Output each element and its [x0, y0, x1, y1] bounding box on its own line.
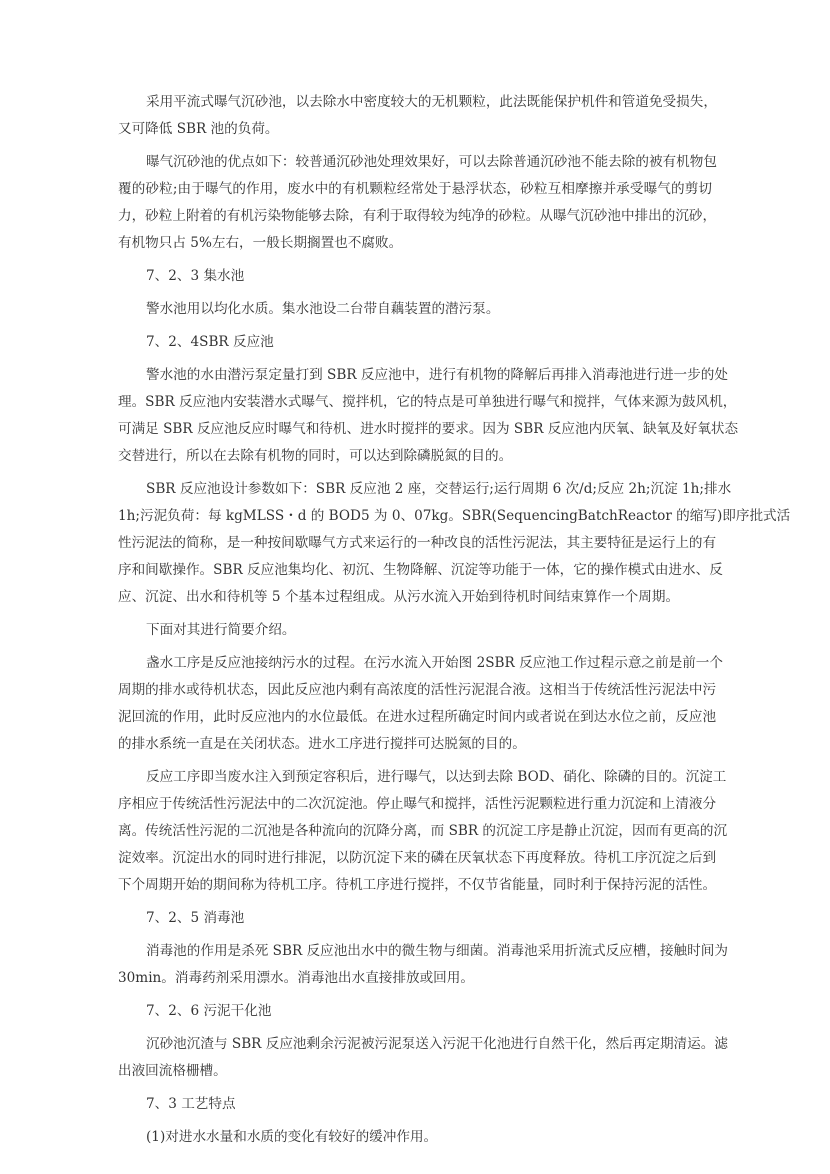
text-line: 应、沉淀、出水和待机等 5 个基本过程组成。从污水流入开始到待机时间结束算作一个周期。: [118, 589, 680, 605]
text-line: 沉砂池沉渣与 SBR 反应池剩余污泥被污泥泵送入污泥干化池进行自然干化，然后再定期清运。滤: [146, 1036, 728, 1052]
paragraph: [118, 1091, 712, 1118]
text-line: 序和间歇操作。SBR 反应池集均化、初沉、生物降解、沉淀等功能于一体，它的操作模式由进水、反: [118, 562, 723, 578]
paragraph: [118, 362, 739, 470]
text-line: 可满足 SBR 反应池反应时曝气和待机、进水时搅拌的要求。因为 SBR 反应池内厌氧、缺氧及好氧状态: [118, 421, 739, 437]
text-line: 7、2、5 消毒池: [146, 910, 245, 926]
paragraph: [118, 296, 712, 323]
text-line: 出液回流格栅槽。: [118, 1063, 227, 1079]
text-line: 有机物只占 5%左右，一般长期搁置也不腐败。: [118, 235, 403, 251]
text-line: 力，砂粒上附着的有机污染物能够去除，有利于取得较为纯净的砂粒。从曝气沉砂池中排出的沉砂，: [118, 208, 717, 224]
text-line: 曝气沉砂池的优点如下：较普通沉砂池处理效果好，可以去除普通沉砂池不能去除的被有机物包: [146, 154, 717, 170]
text-line: 泥回流的作用，此时反应池内的水位最低。在进水过程所确定时间内或者说在到达水位之前，反应池: [118, 709, 717, 725]
text-line: 7、2、3 集水池: [146, 268, 245, 284]
paragraph: [118, 938, 728, 992]
paragraph: [118, 329, 712, 356]
text-line: 7、2、4SBR 反应池: [146, 334, 274, 350]
paragraph: [118, 1031, 728, 1085]
paragraph: [118, 617, 712, 644]
text-line: 性污泥法的简称，是一种按间歇曝气方式来运行的一种改良的活性污泥法，其主要特征是运行上的有: [118, 535, 717, 551]
text-line: 警水池的水由潜污泵定量打到 SBR 反应池中，进行有机物的降解后再排入消毒池进行进一步的处: [146, 367, 728, 383]
text-line: 1h;污泥负荷：每 kgMLSS・d 的 BOD5 为 0、07kg。SBR(SequencingBatchReactor 的缩写)即序批式活: [118, 508, 791, 524]
text-line: 警水池用以均化水质。集水池设二台带自藕装置的潜污泵。: [146, 301, 500, 317]
text-line: 离。传统活性污泥的二沉池是各种流向的沉降分离，而 SBR 的沉淀工序是静止沉淀，因而有更高的沉: [118, 823, 728, 839]
paragraph: [118, 650, 723, 758]
text-line: 反应工序即当废水注入到预定容积后，进行曝气，以达到去除 BOD、硝化、除磷的目的。沉淀工: [146, 769, 727, 785]
paragraph: [118, 998, 712, 1025]
text-line: 盏水工序是反应池接纳污水的过程。在污水流入开始图 2SBR 反应池工作过程示意之前是前一个: [146, 655, 723, 671]
text-line: 序相应于传统活性污泥法中的二次沉淀池。停止曝气和搅拌，活性污泥颗粒进行重力沉淀和上清液分: [118, 796, 717, 812]
text-line: 覆的砂粒;由于曝气的作用，废水中的有机颗粒经常处于悬浮状态，砂粒互相摩擦并承受曝气的剪切: [118, 181, 712, 197]
text-line: 7、3 工艺特点: [146, 1096, 236, 1112]
paragraph: [118, 764, 728, 899]
paragraph: [118, 149, 717, 257]
text-line: 的排水系统一直是在关闭状态。进水工序进行搅拌可达脱氮的目的。: [118, 736, 526, 752]
text-line: SBR 反应池设计参数如下：SBR 反应池 2 座，交替运行;运行周期 6 次/d;反应 2h;沉淀 1h;排水: [146, 481, 732, 497]
paragraph: [118, 89, 717, 143]
text-line: 理。SBR 反应池内安装潜水式曝气、搅拌机，它的特点是可单独进行曝气和搅拌，气体来源为鼓风机，: [118, 394, 737, 410]
paragraph: [118, 476, 791, 611]
text-line: 消毒池的作用是杀死 SBR 反应池出水中的微生物与细菌。消毒池采用折流式反应槽，接触时间为: [146, 943, 728, 959]
paragraph: [118, 1124, 712, 1151]
text-line: 交替进行，所以在去除有机物的同时，可以达到除磷脱氮的目的。: [118, 448, 513, 464]
text-line: 淀效率。沉淀出水的同时进行排泥，以防沉淀下来的磷在厌氧状态下再度释放。待机工序沉淀之后到: [118, 850, 717, 866]
text-line: 又可降低 SBR 池的负荷。: [118, 121, 279, 137]
paragraph: [118, 263, 712, 290]
paragraph: [118, 905, 712, 932]
text-line: 30min。消毒药剂采用漂水。消毒池出水直接排放或回用。: [118, 970, 474, 986]
text-line: 采用平流式曝气沉砂池，以去除水中密度较大的无机颗粒，此法既能保护机件和管道免受损失，: [146, 94, 717, 110]
text-line: 周期的排水或待机状态，因此反应池内剩有高浓度的活性污泥混合液。这相当于传统活性污泥法中污: [118, 682, 717, 698]
text-line: 下面对其进行简要介绍。: [146, 622, 296, 638]
text-line: 下个周期开始的期间称为待机工序。待机工序进行搅拌，不仅节省能量，同时利于保持污泥的活性。: [118, 877, 717, 893]
text-line: (1)对进水水量和水质的变化有较好的缓冲作用。: [146, 1129, 438, 1145]
document-body: [118, 89, 791, 1157]
text-line: 7、2、6 污泥干化池: [146, 1003, 272, 1019]
